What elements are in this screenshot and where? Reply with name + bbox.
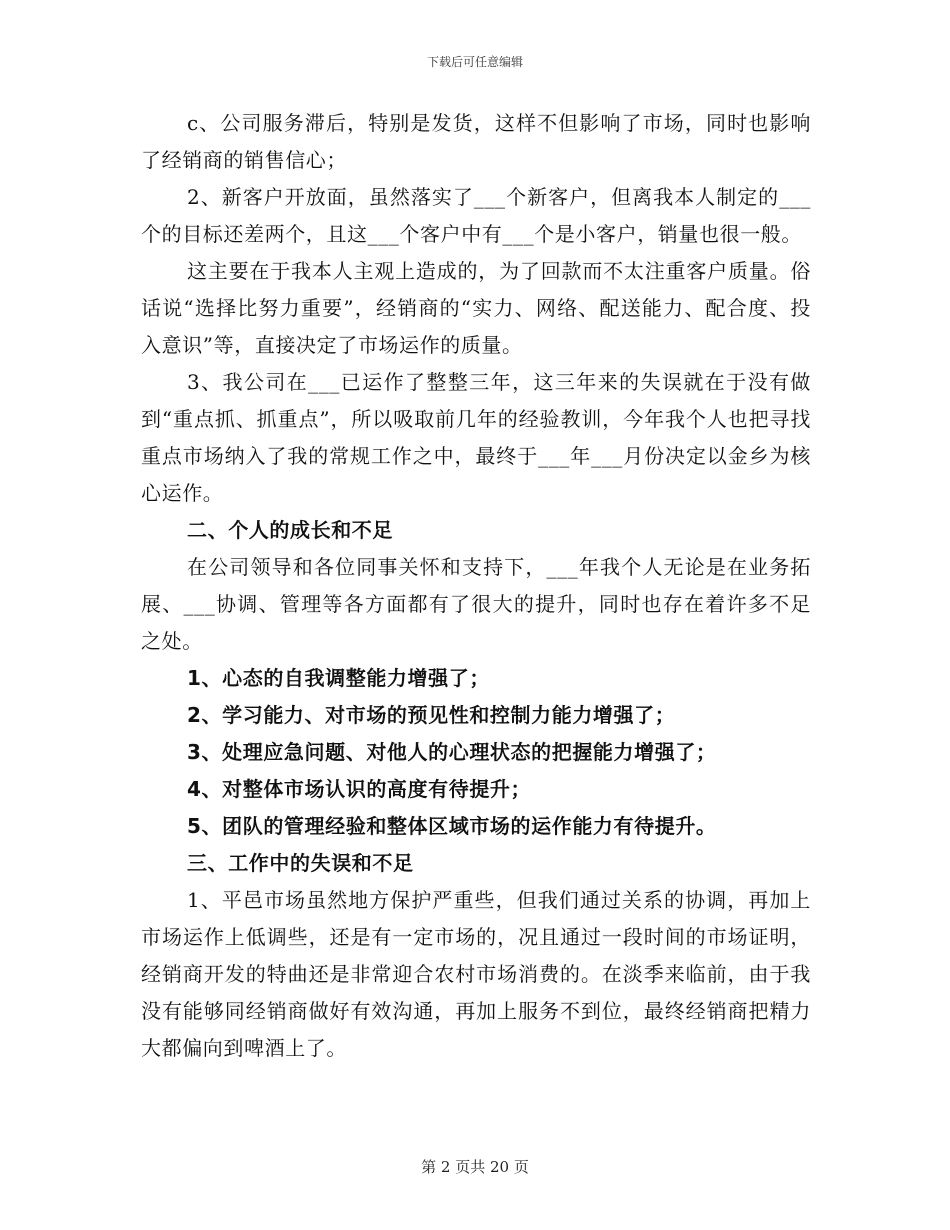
paragraph-growth-intro: 在公司领导和各位同事关怀和支持下，___年我个人无论是在业务拓展、___协调、管理等各方面都有了很大的提升，同时也存在着许多不足之处。 <box>141 555 811 653</box>
paragraph-pingyi-market: 1、平邑市场虽然地方保护严重些，但我们通过关系的协调，再加上市场运作上低调些，还是有一定市场的，况且通过一段时间的市场证明，经销商开发的特曲还是非常迎合农村市场消费的。在淡季来临前，由于我没有能够同经销商做好有效沟通，再加上服务不到位，最终经销商把精力大都偏向到啤酒上了。 <box>141 888 811 1060</box>
paragraph-service-lag: c、公司服务滞后，特别是发货，这样不但影响了市场，同时也影响了经销商的销售信心； <box>141 111 811 172</box>
page-footer: 第 2 页共 20 页 <box>421 1158 529 1176</box>
list-item-1: 1、心态的自我调整能力增强了； <box>187 666 490 690</box>
paragraph-customer-quality: 这主要在于我本人主观上造成的，为了回款而不太注重客户质量。俗话说“选择比努力重要”，经销商的“实力、网络、配送能力、配合度、投入意识”等，直接决定了市场运作的质量。 <box>141 259 811 357</box>
section-heading-mistakes: 三、工作中的失误和不足 <box>187 851 414 875</box>
paragraph-key-market: 3、我公司在___已运作了整整三年，这三年来的失误就在于没有做到“重点抓、抓重点”，所以吸取前几年的经验教训，今年我个人也把寻找重点市场纳入了我的常规工作之中，最终于___年___月份决定以金乡为核心运作。 <box>141 370 811 505</box>
paragraph-new-customers: 2、新客户开放面，虽然落实了___个新客户，但离我本人制定的___个的目标还差两个，且这___个客户中有___个是小客户，销量也很一般。 <box>141 185 811 246</box>
page-header: 下载后可任意编辑 <box>426 55 523 69</box>
list-item-3: 3、处理应急问题、对他人的心理状态的把握能力增强了； <box>187 740 717 764</box>
list-item-2: 2、学习能力、对市场的预见性和控制力能力增强了； <box>187 703 676 727</box>
list-item-4: 4、对整体市场认识的高度有待提升； <box>187 777 532 801</box>
section-heading-growth: 二、个人的成长和不足 <box>187 518 393 542</box>
list-item-5: 5、团队的管理经验和整体区域市场的运作能力有待提升。 <box>187 814 717 838</box>
document-body <box>141 105 811 1067</box>
